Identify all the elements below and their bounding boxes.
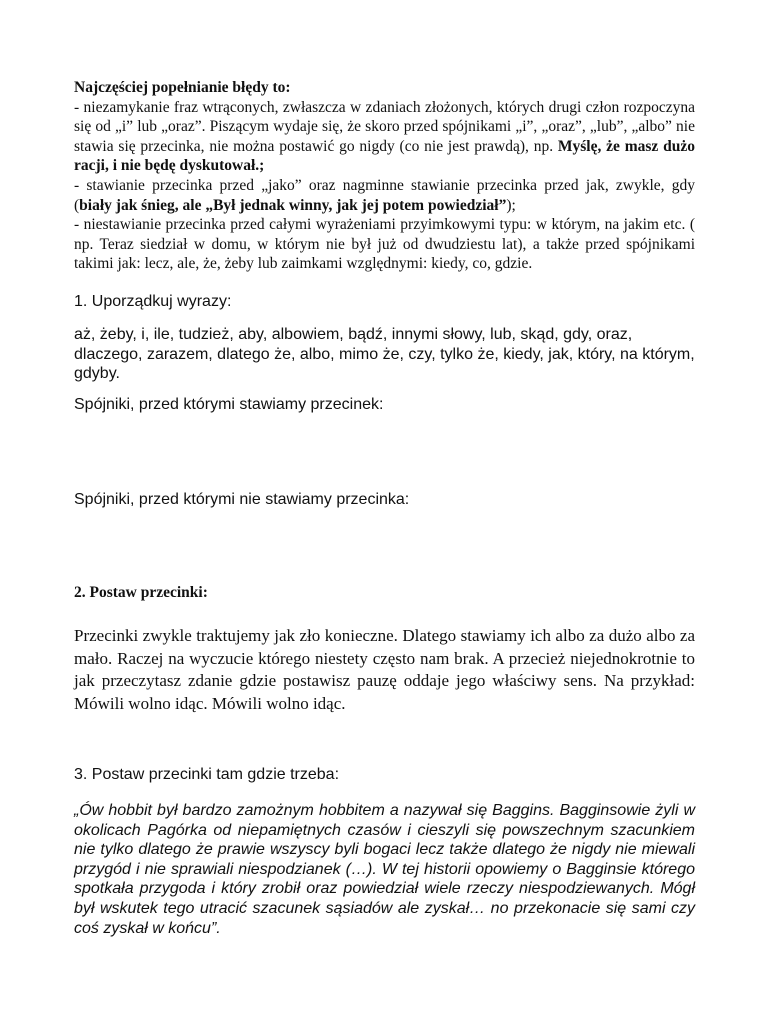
- intro-point-2-example: biały jak śnieg, ale „Był jednak winny, jak jej potem powiedział”: [79, 196, 507, 214]
- intro-point-1: [74, 98, 695, 176]
- intro-heading: Najczęściej popełnianie błędy to:: [74, 79, 291, 96]
- intro-point-1-text: - niezamykanie fraz wtrąconych, zwłaszcza w zdaniach złożonych, których drugi człon rozpoczyna się od „i” lub „oraz”. Piszącym wydaje się, że skoro przed spójnikami „i”, „oraz”, „lub”, „albo” nie stawia się przecinka, nie można postawić go nigdy (co nie jest prawdą), np.: [74, 98, 695, 155]
- intro-section: [74, 78, 695, 274]
- exercise-3-text: „Ów hobbit był bardzo zamożnym hobbitem a nazywał się Baggins. Bagginsowie żyli w okolicach Pagórka od niepamiętnych czasów i cieszyli się powszechnym szacunkiem nie tylko dlatego że prawie wszyscy byli bogaci lecz także dlatego że nigdy nie miewali przygód i nie sprawiali niespodzianek (…). W tej historii opowiemy o Bagginsie którego spotkała przygoda i który zrobił oraz powiedział wiele rzeczy niespodziewanych. Mógł był wskutek tego utracić szacunek sąsiadów ale zyskał… no przekonacie się sami czy coś zyskał w końcu”.: [74, 802, 695, 937]
- exercise-1-title: 1. Uporządkuj wyrazy:: [74, 293, 232, 310]
- exercise-2-title: 2. Postaw przecinki:: [74, 584, 208, 601]
- intro-point-3: - niestawianie przecinka przed całymi wyrażeniami przyimkowymi typu: w którym, na jakim etc. ( np. Teraz siedział w domu, w którym nie był już od dwudziestu lat), a także przed spójnikami takimi jak: lecz, ale, że, żeby lub zaimkami względnymi: kiedy, co, gdzie.: [74, 216, 695, 273]
- exercise-1-word-list: aż, żeby, i, ile, tudzież, aby, albowiem, bądź, innymi słowy, lub, skąd, gdy, oraz, dlaczego, zarazem, dlatego że, albo, mimo że, czy, tylko że, kiedy, jak, który, na którym, gdyby.: [74, 326, 695, 383]
- intro-point-2: [74, 176, 695, 215]
- intro-point-2-text: - stawianie przecinka przed „jako” oraz nagminne stawianie przecinka przed jak, zwykle, gdy (: [74, 176, 695, 214]
- exercise-1-without-comma-label: Spójniki, przed którymi nie stawiamy przecinka:: [74, 491, 410, 508]
- exercise-1-with-comma-label: Spójniki, przed którymi stawiamy przecinek:: [74, 396, 384, 413]
- exercise-3-title: 3. Postaw przecinki tam gdzie trzeba:: [74, 766, 340, 783]
- exercise-2-text: Przecinki zwykle traktujemy jak zło konieczne. Dlatego stawiamy ich albo za dużo albo za mało. Raczej na wyczucie którego niestety często nam brak. A przecież niejednokrotnie to jak przeczytasz zdanie gdzie postawisz pauzę oddaje jego właściwy sens. Na przykład: Mówili wolno idąc. Mówili wolno idąc.: [74, 626, 695, 713]
- intro-point-2-end: );: [506, 196, 516, 214]
- intro-point-1-example: Myślę, że masz dużo racji, i nie będę dyskutował.;: [74, 137, 695, 175]
